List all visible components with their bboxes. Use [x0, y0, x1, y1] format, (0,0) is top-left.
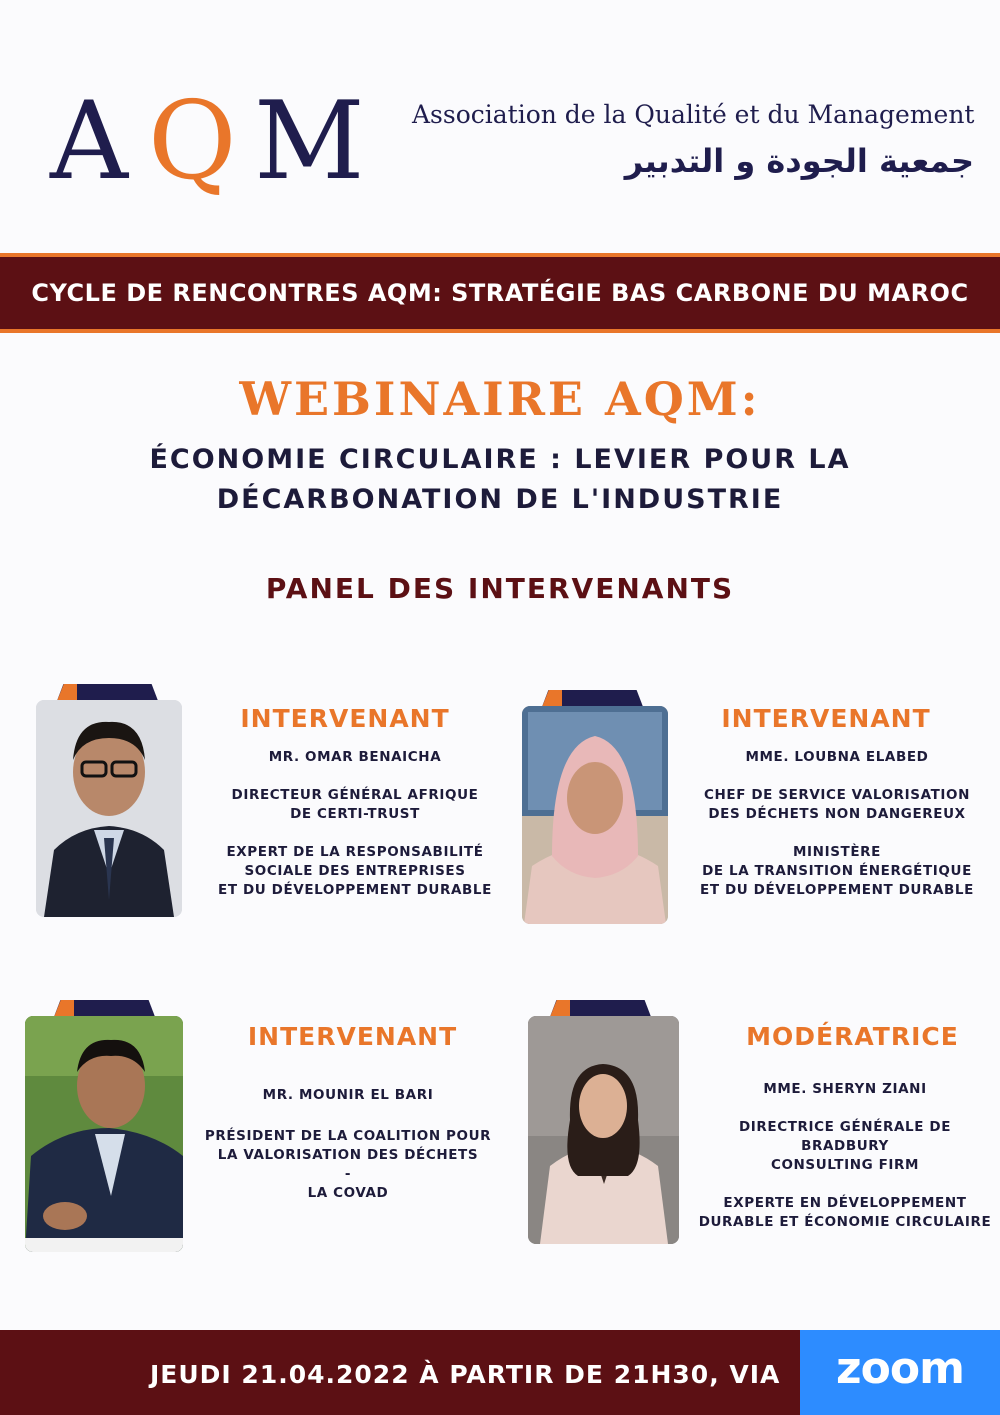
speaker-detail-line: CHEF DE SERVICE VALORISATION	[703, 787, 971, 803]
zoom-logo-text: zoom	[836, 1343, 964, 1394]
speaker-details	[198, 1086, 498, 1203]
aqm-logo	[50, 79, 380, 204]
person-silhouette-icon	[522, 706, 668, 924]
webinar-subtitle	[50, 440, 950, 520]
speaker-details	[692, 748, 982, 900]
speaker-details	[205, 748, 505, 900]
logo-letter-a: A	[50, 79, 128, 204]
speaker-role: MODÉRATRICE	[746, 1022, 959, 1051]
speaker-details	[696, 1080, 994, 1232]
speaker-detail-line: CONSULTING FIRM	[770, 1157, 920, 1173]
speaker-photo	[522, 706, 668, 924]
speaker-detail-line: -	[344, 1166, 352, 1182]
speaker-detail-line: LA VALORISATION DES DÉCHETS	[217, 1147, 479, 1163]
webinar-subtitle-line-2: DÉCARBONATION DE L'INDUSTRIE	[216, 484, 784, 515]
event-date-text: JEUDI 21.04.2022 À PARTIR DE 21H30, VIA	[150, 1360, 781, 1389]
speaker-detail-line: ET DU DÉVELOPPEMENT DURABLE	[700, 882, 974, 898]
speaker-detail-line: ET DU DÉVELOPPEMENT DURABLE	[218, 882, 492, 898]
person-silhouette-icon	[528, 1016, 679, 1244]
speaker-role: INTERVENANT	[721, 704, 931, 733]
speaker-role: INTERVENANT	[240, 704, 450, 733]
speaker-photo	[25, 1016, 183, 1252]
speaker-detail-line: MINISTÈRE	[793, 844, 881, 860]
speaker-detail-line: DES DÉCHETS NON DANGEREUX	[708, 806, 966, 822]
webinar-title: WEBINAIRE AQM:	[239, 372, 761, 426]
person-silhouette-icon	[36, 700, 182, 917]
logo-letter-m: M	[254, 79, 365, 204]
speaker-name: MME. SHERYN ZIANI	[763, 1081, 927, 1097]
speaker-detail-line: DIRECTRICE GÉNÉRALE DE BRADBURY	[738, 1119, 952, 1154]
speaker-detail-line: PRÉSIDENT DE LA COALITION POUR	[204, 1128, 492, 1144]
webinar-subtitle-line-1: ÉCONOMIE CIRCULAIRE : LEVIER POUR LA	[149, 444, 851, 475]
association-name-fr: Association de la Qualité et du Management	[412, 100, 975, 129]
cycle-banner-text: CYCLE DE RENCONTRES AQM: STRATÉGIE BAS CARBONE DU MAROC	[31, 279, 969, 307]
speaker-name: MR. MOUNIR EL BARI	[262, 1087, 434, 1103]
speaker-name: MME. LOUBNA ELABED	[745, 749, 929, 765]
cycle-banner	[0, 253, 1000, 333]
speaker-detail-line: EXPERTE EN DÉVELOPPEMENT	[723, 1195, 967, 1211]
association-name-ar: جمعية الجودة و التدبير	[624, 142, 974, 180]
panel-title: PANEL DES INTERVENANTS	[265, 572, 735, 605]
speaker-detail-line: DE LA TRANSITION ÉNERGÉTIQUE	[702, 863, 972, 879]
speaker-photo	[36, 700, 182, 917]
speaker-name: MR. OMAR BENAICHA	[268, 749, 442, 765]
logo-letter-q: Q	[148, 79, 237, 204]
speaker-detail-line: DIRECTEUR GÉNÉRAL AFRIQUE	[231, 787, 479, 803]
speaker-role: INTERVENANT	[247, 1022, 458, 1051]
speaker-detail-line: DURABLE ET ÉCONOMIE CIRCULAIRE	[698, 1214, 992, 1230]
person-silhouette-icon	[25, 1016, 183, 1252]
speaker-detail-line: EXPERT DE LA RESPONSABILITÉ	[226, 844, 484, 860]
zoom-logo	[800, 1330, 1000, 1415]
speaker-detail-line: SOCIALE DES ENTREPRISES	[244, 863, 466, 879]
speaker-detail-line: LA COVAD	[307, 1185, 389, 1201]
speaker-photo	[528, 1016, 679, 1244]
event-date-banner	[0, 1330, 1000, 1415]
speaker-detail-line: DE CERTI-TRUST	[290, 806, 420, 822]
